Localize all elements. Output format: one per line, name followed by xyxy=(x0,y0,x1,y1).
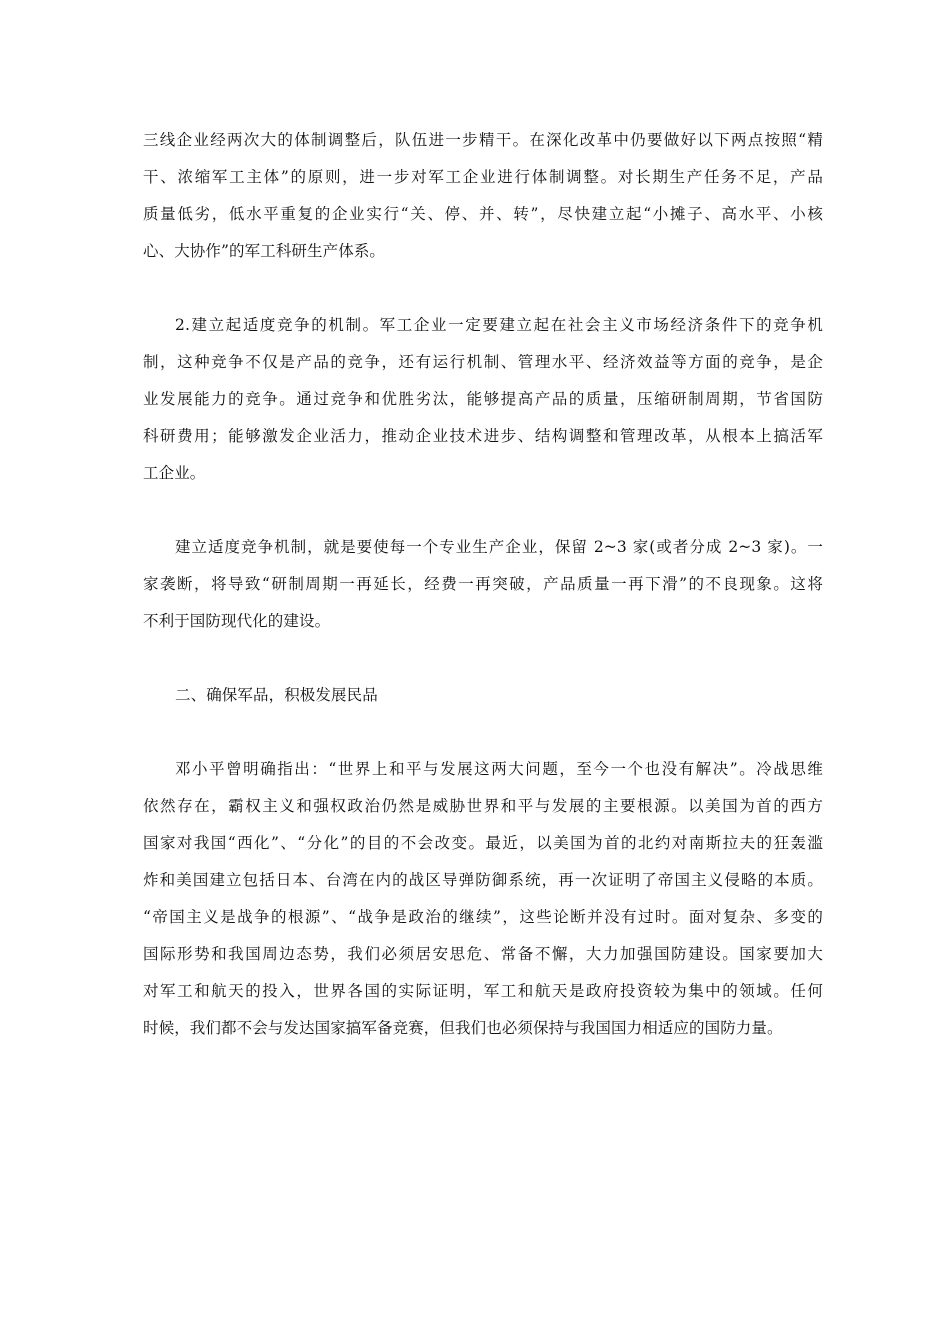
text-line: 建立适度竞争机制，就是要使每一个专业生产企业，保留 2~3 家(或者分成 2~3 家)。一 xyxy=(175,538,823,556)
text-line: 依然存在，霸权主义和强权政治仍然是威胁世界和平与发展的主要根源。以美国为首的西方 xyxy=(143,797,823,815)
text-line: 2.建立起适度竞争的机制。军工企业一定要建立起在社会主义市场经济条件下的竞争机 xyxy=(175,316,823,334)
section-heading-text: 二、确保军品，积极发展民品 xyxy=(175,686,378,704)
text-line: 国际形势和我国周边态势，我们必须居安思危、常备不懈，大力加强国防建设。国家要加大 xyxy=(143,945,823,963)
section-heading xyxy=(143,677,823,714)
text-line: 质量低劣，低水平重复的企业实行“关、停、并、转”，尽快建立起“小摊子、高水平、小核 xyxy=(143,205,823,223)
text-line: 邓小平曾明确指出：“世界上和平与发展这两大问题，至今一个也没有解决”。冷战思维 xyxy=(175,760,823,778)
text-line: 心、大协作”的军工科研生产体系。 xyxy=(143,242,386,260)
text-line: “帝国主义是战争的根源”、“战争是政治的继续”，这些论断并没有过时。面对复杂、多变的 xyxy=(143,908,823,926)
text-line: 三线企业经两次大的体制调整后，队伍进一步精干。在深化改革中仍要做好以下两点按照“精 xyxy=(143,131,823,149)
text-line: 不利于国防现代化的建设。 xyxy=(143,612,331,630)
text-line: 工企业。 xyxy=(143,464,206,482)
text-line: 干、浓缩军工主体”的原则，进一步对军工企业进行体制调整。对长期生产任务不足，产品 xyxy=(143,168,823,186)
paragraph-restructuring xyxy=(143,122,823,270)
text-line: 国家对我国“西化”、“分化”的目的不会改变。最近，以美国为首的北约对南斯拉夫的狂轰滥 xyxy=(143,834,823,852)
paragraph-competition-mechanism xyxy=(143,307,823,492)
text-line: 炸和美国建立包括日本、台湾在内的战区导弹防御系统，再一次证明了帝国主义侵略的本质。 xyxy=(143,871,823,889)
text-line: 时候，我们都不会与发达国家搞军备竞赛，但我们也必须保持与我国国力相适应的国防力量。 xyxy=(143,1019,783,1037)
text-line: 对军工和航天的投入，世界各国的实际证明，军工和航天是政府投资较为集中的领域。任何 xyxy=(143,982,823,1000)
document-body xyxy=(143,122,823,1047)
paragraph-moderate-competition xyxy=(143,529,823,640)
text-line: 制，这种竞争不仅是产品的竞争，还有运行机制、管理水平、经济效益等方面的竞争，是企 xyxy=(143,353,823,371)
text-line: 家袭断，将导致“研制周期一再延长，经费一再突破，产品质量一再下滑”的不良现象。这将 xyxy=(143,575,823,593)
text-line: 业发展能力的竞争。通过竞争和优胜劣汰，能够提高产品的质量，压缩研制周期，节省国防 xyxy=(143,390,823,408)
text-line: 科研费用；能够激发企业活力，推动企业技术进步、结构调整和管理改革，从根本上搞活军 xyxy=(143,427,823,445)
paragraph-deng-xiaoping xyxy=(143,751,823,1047)
